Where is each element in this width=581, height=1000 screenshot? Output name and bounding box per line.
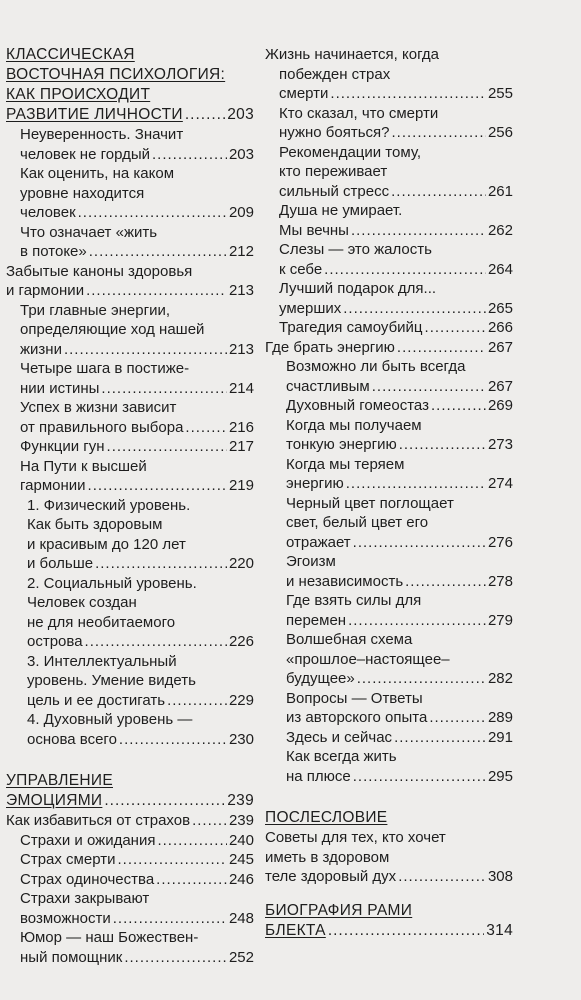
page-number: 273 (487, 436, 513, 453)
toc-entry: Лучший подарок для... умерших ..... 265 (265, 279, 513, 318)
toc-entry: Успех в жизни зависит от правильного выбора ..... 216 (6, 398, 254, 437)
page-number: 239 (227, 792, 254, 809)
page-number: 267 (487, 338, 513, 356)
page-number: 226 (228, 633, 254, 650)
toc-entry: Страхи и ожидания ..... 240 (6, 831, 254, 851)
page-number: 261 (487, 182, 513, 200)
toc-entry: БЛЕКТА ..... 314 (265, 921, 513, 941)
toc-entry: Забытые каноны здоровья и гармонии ..... 213 (6, 262, 254, 301)
section-heading: УПРАВЛЕНИЕ (6, 772, 113, 789)
toc-entry: Жизнь начинается, когда побежден страх смерти ..... 255 (265, 45, 513, 104)
toc-entry: Четыре шага в постиже- нии истины ..... 214 (6, 359, 254, 398)
page-number: 217 (228, 438, 254, 455)
page-number: 278 (487, 572, 513, 590)
page-number: 265 (487, 299, 513, 317)
page-number: 314 (486, 921, 513, 939)
toc-entry: Страх одиночества ..... 246 (6, 870, 254, 890)
toc-entry: Где брать энергию ..... 267 (265, 338, 513, 358)
page-number: 252 (228, 948, 254, 966)
page-number: 213 (228, 340, 254, 358)
toc-entry: Три главные энергии, определяющие ход нашей жизни ..... 213 (6, 301, 254, 360)
page-number: 274 (487, 475, 513, 492)
toc-entry: Возможно ли быть всегда счастливым ..... 267 (265, 357, 513, 396)
page-number: 279 (487, 611, 513, 629)
page-number: 264 (487, 260, 513, 278)
toc-entry: Когда мы теряем энергию ..... 274 (265, 455, 513, 494)
toc-entry: Как всегда жить на плюсе ..... 295 (265, 747, 513, 786)
toc-entry: Волшебная схема «прошлое–настоящее– будущее» ..... 282 (265, 630, 513, 689)
toc-entry: Функции гун ..... 217 (6, 437, 254, 457)
page-number: 269 (487, 397, 513, 414)
toc-entry: 1. Физический уровень. Как быть здоровым и красивым до 120 лет и больше ..... 220 (6, 496, 254, 574)
page-number: 214 (228, 379, 254, 397)
page-number: 282 (487, 670, 513, 687)
page-number: 203 (227, 106, 254, 123)
toc-entry: Душа не умирает. Мы вечны ..... 262 (265, 201, 513, 240)
toc-entry: Страхи закрывают возможности ..... 248 (6, 889, 254, 928)
toc-entry: ЭМОЦИЯМИ ..... 239 (6, 791, 254, 811)
toc-entry: Как оценить, на каком уровне находится человек ..... 209 (6, 164, 254, 223)
toc-entry: Как избавиться от страхов ..... 239 (6, 811, 254, 831)
toc-entry: Где взять силы для перемен ..... 279 (265, 591, 513, 630)
page-number: 213 (228, 282, 254, 299)
toc-entry: Черный цвет поглощает свет, белый цвет его отражает ..... 276 (265, 494, 513, 553)
toc-right-column (265, 45, 513, 941)
toc-entry: Вопросы — Ответы из авторского опыта ..... 289 (265, 689, 513, 728)
page-number: 209 (228, 204, 254, 221)
section-heading: ВОСТОЧНАЯ ПСИХОЛОГИЯ: (6, 66, 226, 83)
page-number: 267 (487, 377, 513, 395)
page-number: 266 (487, 319, 513, 336)
page-number: 239 (228, 812, 254, 829)
toc-entry: Здесь и сейчас ..... 291 (265, 728, 513, 748)
page-number: 212 (228, 243, 254, 260)
toc-entry: Слезы — это жалость к себе ..... 264 (265, 240, 513, 279)
toc-entry: На Пути к высшей гармонии ..... 219 (6, 457, 254, 496)
toc-entry: Эгоизм и независимость ..... 278 (265, 552, 513, 591)
toc-left-column (6, 45, 254, 967)
page-number: 246 (228, 870, 254, 888)
toc-entry: 2. Социальный уровень. Человек создан не для необитаемого острова ..... 226 (6, 574, 254, 652)
page-number: 240 (228, 831, 254, 849)
page-number: 230 (228, 730, 254, 748)
toc-entry: Когда мы получаем тонкую энергию ..... 273 (265, 416, 513, 455)
page-number: 276 (487, 533, 513, 551)
page-number: 219 (228, 477, 254, 494)
page-number: 262 (487, 221, 513, 239)
toc-entry: Юмор — наш Божествен- ный помощник ..... 252 (6, 928, 254, 967)
toc-entry: Кто сказал, что смерти нужно бояться? ..... 256 (265, 104, 513, 143)
toc-entry: Страх смерти ..... 245 (6, 850, 254, 870)
toc-entry: Трагедия самоубийц ..... 266 (265, 318, 513, 338)
toc-entry: 3. Интеллектуальный уровень. Умение видеть цель и ее достигать ..... 229 (6, 652, 254, 711)
toc-entry: РАЗВИТИЕ ЛИЧНОСТИ ..... 203 (6, 105, 254, 125)
page-number: 245 (228, 851, 254, 868)
page-number: 220 (228, 555, 254, 572)
page-number: 216 (228, 418, 254, 436)
page-number: 289 (487, 709, 513, 726)
toc-entry: Советы для тех, кто хочет иметь в здоровом теле здоровый дух ..... 308 (265, 828, 513, 887)
page-number: 256 (487, 124, 513, 141)
section-heading: ПОСЛЕСЛОВИЕ (265, 809, 388, 826)
section-heading: БИОГРАФИЯ РАМИ (265, 901, 413, 919)
toc-entry: Что означает «жить в потоке» ..... 212 (6, 223, 254, 262)
page-number: 291 (487, 728, 513, 746)
toc-entry: Духовный гомеостаз ..... 269 (265, 396, 513, 416)
page-number: 308 (487, 868, 513, 885)
page-number: 255 (487, 85, 513, 102)
page-number: 203 (228, 145, 254, 163)
page-number: 248 (228, 909, 254, 927)
section-heading: КАК ПРОИСХОДИТ (6, 86, 151, 103)
toc-entry: Рекомендации тому, кто переживает сильный стресс ..... 261 (265, 143, 513, 202)
section-heading: КЛАССИЧЕСКАЯ (6, 46, 135, 63)
toc-entry: 4. Духовный уровень — основа всего ..... 230 (6, 710, 254, 749)
toc-entry: Неуверенность. Значит человек не гордый ..... 203 (6, 125, 254, 164)
page-number: 295 (487, 767, 513, 785)
page-number: 229 (228, 691, 254, 709)
